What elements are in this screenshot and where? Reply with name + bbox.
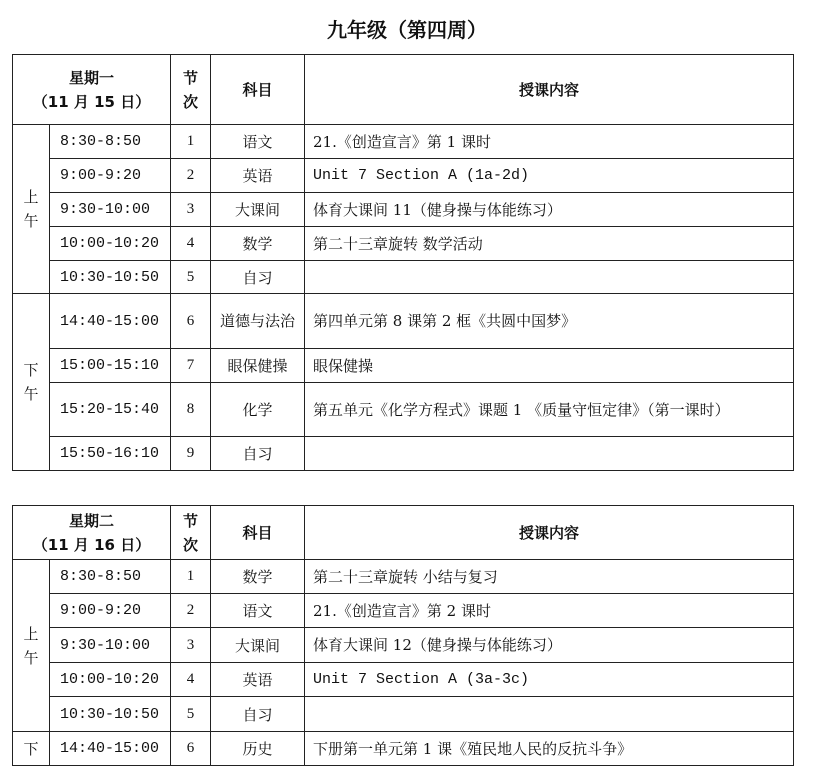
table-row <box>13 261 794 294</box>
period-number: 6 <box>171 294 211 349</box>
morning-label: 上 午 <box>13 560 50 732</box>
content-cell: 第四单元第 8 课第 2 框《共圆中国梦》 <box>305 294 794 349</box>
content-cell: 下册第一单元第 1 课《殖民地人民的反抗斗争》 <box>305 732 794 766</box>
day-header <box>13 55 171 125</box>
day-date: （11 月 16 日） <box>32 535 151 554</box>
content-cell <box>305 261 794 294</box>
subject-header: 科目 <box>211 506 305 560</box>
period-number: 6 <box>171 732 211 766</box>
table-header-row <box>13 55 794 125</box>
time-cell: 10:00-10:20 <box>50 663 171 697</box>
subject-cell: 大课间 <box>211 628 305 663</box>
content-header: 授课内容 <box>305 506 794 560</box>
subject-cell: 自习 <box>211 697 305 732</box>
period-number: 5 <box>171 261 211 294</box>
time-cell: 14:40-15:00 <box>50 732 171 766</box>
period-number: 4 <box>171 663 211 697</box>
time-cell: 10:00-10:20 <box>50 227 171 261</box>
period-number: 2 <box>171 159 211 193</box>
time-cell: 15:20-15:40 <box>50 383 171 437</box>
page-title: 九年级（第四周） <box>327 18 487 42</box>
morning-label: 上 午 <box>13 125 50 294</box>
time-cell: 14:40-15:00 <box>50 294 171 349</box>
time-cell: 9:00-9:20 <box>50 159 171 193</box>
afternoon-label: 下 午 <box>13 294 50 471</box>
content-cell: 21.《创造宣言》第 2 课时 <box>305 594 794 628</box>
period-header: 节 次 <box>171 506 211 560</box>
period-number: 4 <box>171 227 211 261</box>
table-row <box>13 125 794 159</box>
day-name: 星期二 <box>69 511 115 530</box>
time-cell: 10:30-10:50 <box>50 697 171 732</box>
period-number: 3 <box>171 628 211 663</box>
time-cell: 15:50-16:10 <box>50 437 171 471</box>
content-cell: 21.《创造宣言》第 1 课时 <box>305 125 794 159</box>
subject-cell: 道德与法治 <box>211 294 305 349</box>
content-cell: Unit 7 Section A (1a-2d) <box>305 159 794 193</box>
content-cell: 眼保健操 <box>305 349 794 383</box>
table-row <box>13 697 794 732</box>
table-row <box>13 294 794 349</box>
subject-cell: 英语 <box>211 159 305 193</box>
subject-cell: 自习 <box>211 261 305 294</box>
period-header: 节 次 <box>171 55 211 125</box>
day-header <box>13 506 171 560</box>
period-number: 3 <box>171 193 211 227</box>
subject-cell: 自习 <box>211 437 305 471</box>
table-row <box>13 663 794 697</box>
period-number: 9 <box>171 437 211 471</box>
content-cell: 体育大课间 11（健身操与体能练习） <box>305 193 794 227</box>
subject-cell: 数学 <box>211 227 305 261</box>
subject-cell: 语文 <box>211 594 305 628</box>
table-row <box>13 159 794 193</box>
day-date: （11 月 15 日） <box>32 92 151 111</box>
time-cell: 9:00-9:20 <box>50 594 171 628</box>
subject-cell: 眼保健操 <box>211 349 305 383</box>
table-row <box>13 383 794 437</box>
table-row <box>13 349 794 383</box>
content-cell: 第二十三章旋转 数学活动 <box>305 227 794 261</box>
time-cell: 15:00-15:10 <box>50 349 171 383</box>
content-cell: Unit 7 Section A (3a-3c) <box>305 663 794 697</box>
table-row <box>13 594 794 628</box>
table-row <box>13 193 794 227</box>
period-number: 5 <box>171 697 211 732</box>
table-row <box>13 437 794 471</box>
period-number: 1 <box>171 560 211 594</box>
schedule-table-tuesday <box>12 505 794 766</box>
table-row <box>13 227 794 261</box>
subject-cell: 化学 <box>211 383 305 437</box>
day-name: 星期一 <box>69 68 115 87</box>
content-header: 授课内容 <box>305 55 794 125</box>
table-row <box>13 560 794 594</box>
afternoon-label: 下 <box>13 732 50 766</box>
subject-cell: 英语 <box>211 663 305 697</box>
table-row <box>13 628 794 663</box>
table-header-row <box>13 506 794 560</box>
time-cell: 8:30-8:50 <box>50 560 171 594</box>
time-cell: 10:30-10:50 <box>50 261 171 294</box>
subject-cell: 数学 <box>211 560 305 594</box>
content-cell <box>305 697 794 732</box>
time-cell: 9:30-10:00 <box>50 628 171 663</box>
content-cell: 第二十三章旋转 小结与复习 <box>305 560 794 594</box>
content-cell: 体育大课间 12（健身操与体能练习） <box>305 628 794 663</box>
table-row <box>13 732 794 766</box>
subject-cell: 语文 <box>211 125 305 159</box>
period-number: 2 <box>171 594 211 628</box>
content-cell <box>305 437 794 471</box>
subject-cell: 历史 <box>211 732 305 766</box>
time-cell: 8:30-8:50 <box>50 125 171 159</box>
period-number: 8 <box>171 383 211 437</box>
period-number: 1 <box>171 125 211 159</box>
schedule-table-monday <box>12 54 794 471</box>
period-number: 7 <box>171 349 211 383</box>
time-cell: 9:30-10:00 <box>50 193 171 227</box>
content-cell: 第五单元《化学方程式》课题 1 《质量守恒定律》（第一课时） <box>305 383 794 437</box>
subject-cell: 大课间 <box>211 193 305 227</box>
subject-header: 科目 <box>211 55 305 125</box>
